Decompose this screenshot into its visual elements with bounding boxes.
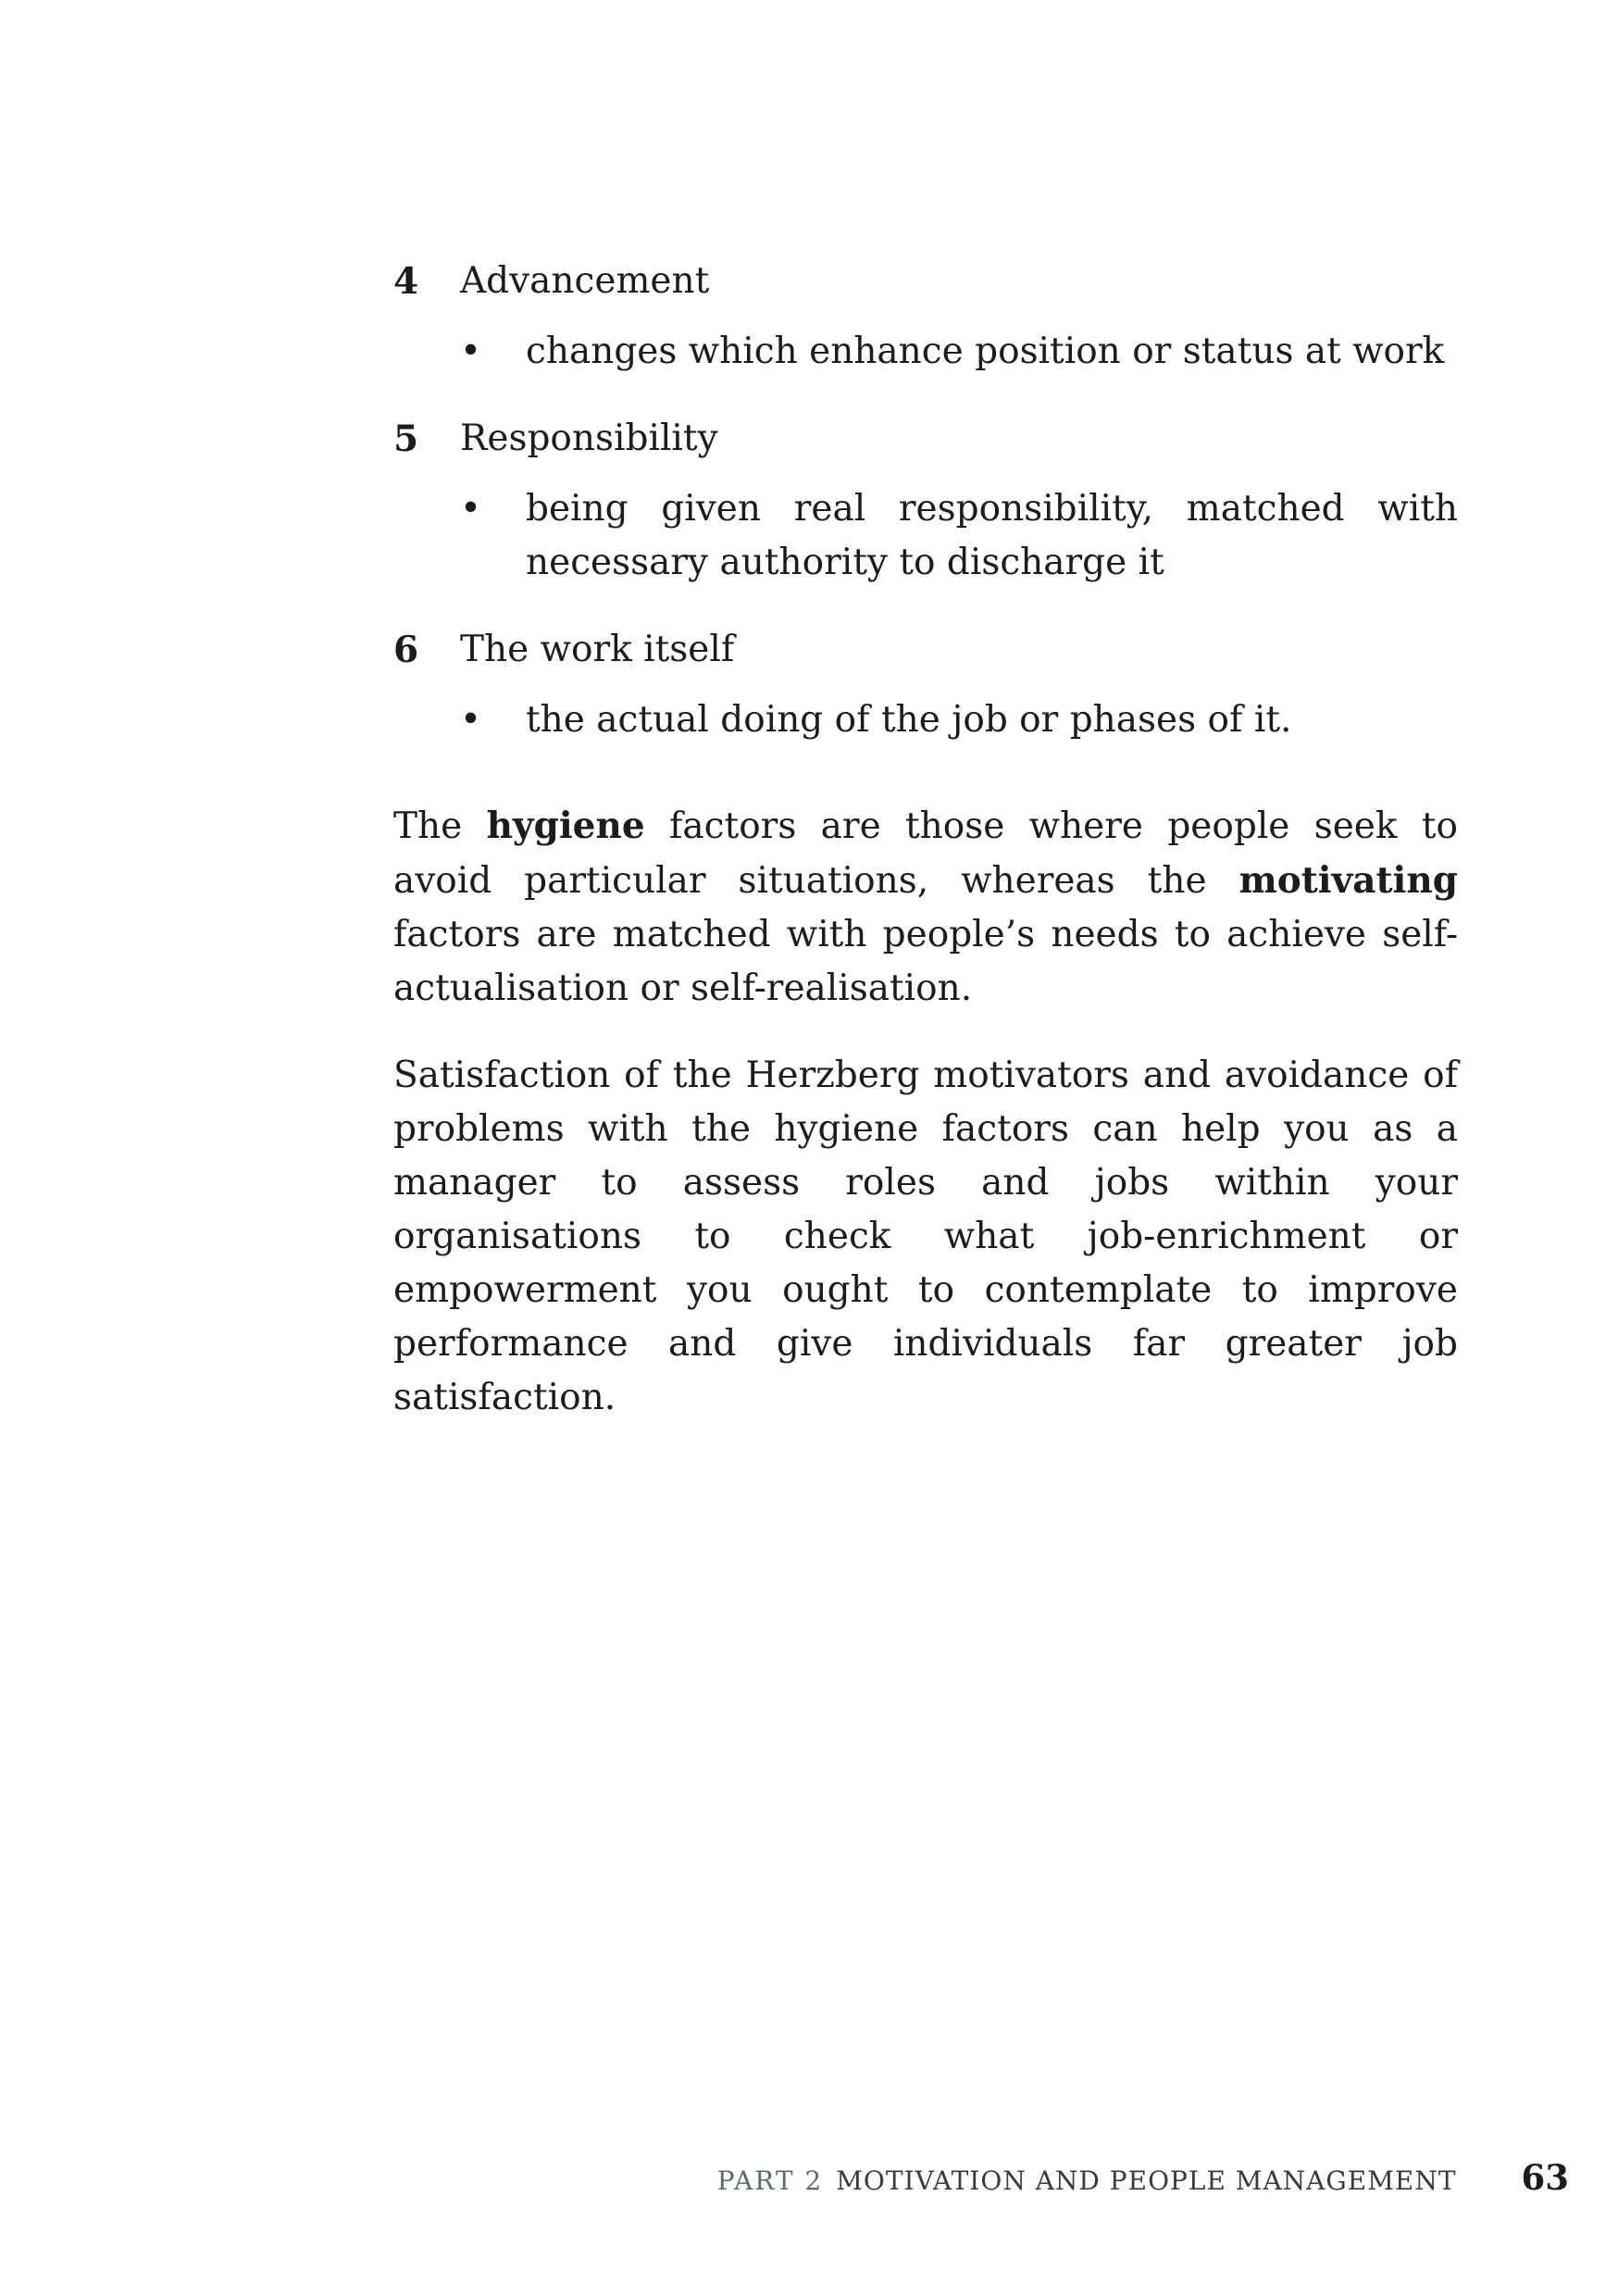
paragraph-text: factors are matched with people’s needs to achieve self-actualisation or self-realisation. — [393, 914, 1458, 1009]
hygiene-paragraph — [393, 799, 1458, 1016]
herzberg-paragraph: Satisfaction of the Herzberg motivators and avoidance of problems with the hygiene factors can help you as a manager to assess roles and jobs within your organisations to check what job-enrichment or empowerment you ought to contemplate to improve performance and give individuals far greater job satisfaction. — [393, 1054, 1458, 1418]
list-item-responsibility — [393, 412, 1458, 466]
list-number: 6 — [393, 629, 419, 671]
list-number: 5 — [393, 418, 419, 460]
bullet-text: the actual doing of the job or phases of it. — [526, 699, 1292, 741]
list-number: 4 — [393, 260, 419, 303]
bullet-text: changes which enhance position or status at work — [526, 331, 1445, 372]
page-number: 63 — [1521, 2157, 1569, 2198]
running-footer — [717, 2157, 1569, 2198]
paragraph-text: factors are those where people seek to avoid particular situations, whereas the — [393, 805, 1459, 902]
list-heading: The work itself — [460, 629, 735, 670]
bullet-dot-icon: • — [460, 331, 482, 372]
list-item-work-itself — [393, 623, 1458, 677]
bold-term-motivating: motivating — [1238, 859, 1458, 902]
bullet-dot-icon: • — [460, 699, 482, 741]
footer-section-title: MOTIVATION AND PEOPLE MANAGEMENT — [836, 2165, 1457, 2196]
bullet-dot-icon: • — [460, 488, 482, 530]
bullet-text: being given real responsibility, matched with necessary authority to discharge it — [526, 488, 1458, 583]
paragraph-text: The — [393, 805, 487, 847]
bullet-item — [393, 325, 1458, 379]
bullet-item — [393, 693, 1458, 747]
list-heading: Responsibility — [460, 418, 718, 459]
bullet-item — [393, 482, 1458, 590]
bold-term-hygiene: hygiene — [486, 805, 645, 847]
list-item-advancement — [393, 255, 1458, 308]
footer-part-label: PART 2 — [716, 2165, 824, 2196]
page-body — [393, 255, 1458, 1425]
list-heading: Advancement — [460, 260, 710, 302]
